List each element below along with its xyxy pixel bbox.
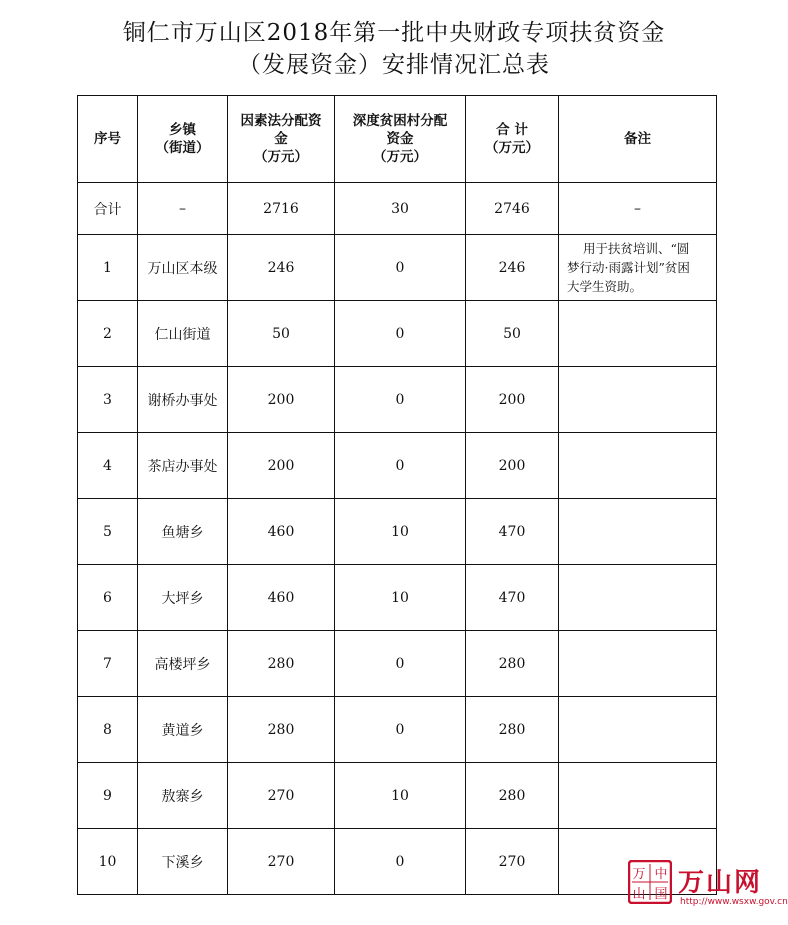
- seal-stamp-icon: [628, 860, 672, 904]
- brand-name: 万山网: [678, 868, 763, 898]
- header-factor-line2: 金: [274, 131, 288, 147]
- document-title-line1: 铜仁市万山区2018年第一批中央财政专项扶贫资金: [122, 20, 666, 46]
- row-seq: 9: [78, 763, 138, 829]
- row-deep: 10: [335, 763, 466, 829]
- row-factor: 50: [228, 301, 335, 367]
- row-deep: 0: [335, 433, 466, 499]
- seal-char: 中: [654, 867, 668, 882]
- row-total: 270: [466, 829, 559, 895]
- table-row: [78, 433, 717, 499]
- row-note: [559, 565, 717, 631]
- row-note: [559, 697, 717, 763]
- row-factor: 460: [228, 565, 335, 631]
- row-note-line1: 用于扶贫培训、“圆: [583, 241, 690, 256]
- header-factor-line1: 因素法分配资: [240, 113, 322, 129]
- row-seq: 3: [78, 367, 138, 433]
- row-total: 470: [466, 565, 559, 631]
- row-deep: 0: [335, 631, 466, 697]
- row-total: 50: [466, 301, 559, 367]
- row-town: 鱼塘乡: [138, 499, 228, 565]
- row-town: 大坪乡: [138, 565, 228, 631]
- row-town: 谢桥办事处: [138, 367, 228, 433]
- header-factor: [228, 96, 335, 183]
- header-seq: 序号: [78, 96, 138, 183]
- row-total: 470: [466, 499, 559, 565]
- row-deep: 0: [335, 301, 466, 367]
- row-deep: 10: [335, 565, 466, 631]
- row-town: 下溪乡: [138, 829, 228, 895]
- header-factor-line3: （万元）: [254, 149, 308, 165]
- summary-seq: 合计: [78, 183, 138, 235]
- header-town-line1: 乡镇: [169, 122, 196, 138]
- table-row: [78, 829, 717, 895]
- table-row: [78, 763, 717, 829]
- table-row: [78, 631, 717, 697]
- row-seq: 7: [78, 631, 138, 697]
- summary-deep: 30: [335, 183, 466, 235]
- row-town: 茶店办事处: [138, 433, 228, 499]
- summary-note: –: [559, 183, 717, 235]
- row-seq: 2: [78, 301, 138, 367]
- row-factor: 270: [228, 829, 335, 895]
- row-note-line3: 大学生资助。: [567, 279, 643, 294]
- row-town: 黄道乡: [138, 697, 228, 763]
- row-total: 200: [466, 367, 559, 433]
- row-seq: 5: [78, 499, 138, 565]
- summary-town: –: [138, 183, 228, 235]
- row-town: 万山区本级: [138, 235, 228, 301]
- table-row: [78, 565, 717, 631]
- row-seq: 6: [78, 565, 138, 631]
- row-note: [559, 763, 717, 829]
- header-total-line1: 合 计: [496, 122, 528, 138]
- header-total-line2: （万元）: [485, 140, 539, 156]
- header-total: [466, 96, 559, 183]
- row-factor: 200: [228, 433, 335, 499]
- seal-char: 万: [632, 867, 646, 882]
- row-deep: 0: [335, 235, 466, 301]
- table-row: [78, 367, 717, 433]
- row-town: 敖寨乡: [138, 763, 228, 829]
- row-factor: 460: [228, 499, 335, 565]
- header-deep-line3: （万元）: [373, 149, 427, 165]
- row-factor: 270: [228, 763, 335, 829]
- row-note: [559, 367, 717, 433]
- table-row: [78, 235, 717, 301]
- row-deep: 0: [335, 367, 466, 433]
- row-note: [559, 433, 717, 499]
- row-seq: 4: [78, 433, 138, 499]
- row-seq: 1: [78, 235, 138, 301]
- row-seq: 10: [78, 829, 138, 895]
- summary-total: 2746: [466, 183, 559, 235]
- seal-char: 国: [654, 887, 668, 902]
- brand-url: http://www.wsxw.gov.cn: [680, 897, 788, 907]
- row-factor: 246: [228, 235, 335, 301]
- table-header-row: [78, 96, 717, 183]
- document-title-line2: （发展资金）安排情况汇总表: [238, 52, 550, 78]
- row-deep: 0: [335, 697, 466, 763]
- row-note-line2: 梦行动·雨露计划”贫困: [567, 260, 690, 275]
- table-row: [78, 697, 717, 763]
- row-deep: 10: [335, 499, 466, 565]
- row-note: [559, 631, 717, 697]
- header-town-line2: （街道）: [155, 140, 210, 156]
- header-town: [138, 96, 228, 183]
- row-note: [559, 499, 717, 565]
- row-note: [559, 301, 717, 367]
- row-total: 280: [466, 697, 559, 763]
- wanshan-watermark-logo: [628, 860, 788, 915]
- header-note: 备注: [559, 96, 717, 183]
- row-total: 280: [466, 631, 559, 697]
- table-row: [78, 301, 717, 367]
- table-row: [78, 499, 717, 565]
- header-deep-line1: 深度贫困村分配: [352, 113, 448, 129]
- summary-row: [78, 183, 717, 235]
- summary-factor: 2716: [228, 183, 335, 235]
- header-deep-line2: 资金: [386, 131, 414, 147]
- row-deep: 0: [335, 829, 466, 895]
- row-seq: 8: [78, 697, 138, 763]
- row-factor: 280: [228, 631, 335, 697]
- row-note: [559, 235, 717, 301]
- seal-char: 山: [632, 887, 646, 902]
- row-factor: 280: [228, 697, 335, 763]
- row-factor: 200: [228, 367, 335, 433]
- header-deep: [335, 96, 466, 183]
- row-total: 246: [466, 235, 559, 301]
- row-total: 200: [466, 433, 559, 499]
- row-town: 仁山街道: [138, 301, 228, 367]
- row-town: 高楼坪乡: [138, 631, 228, 697]
- row-total: 280: [466, 763, 559, 829]
- funding-table: [77, 95, 717, 895]
